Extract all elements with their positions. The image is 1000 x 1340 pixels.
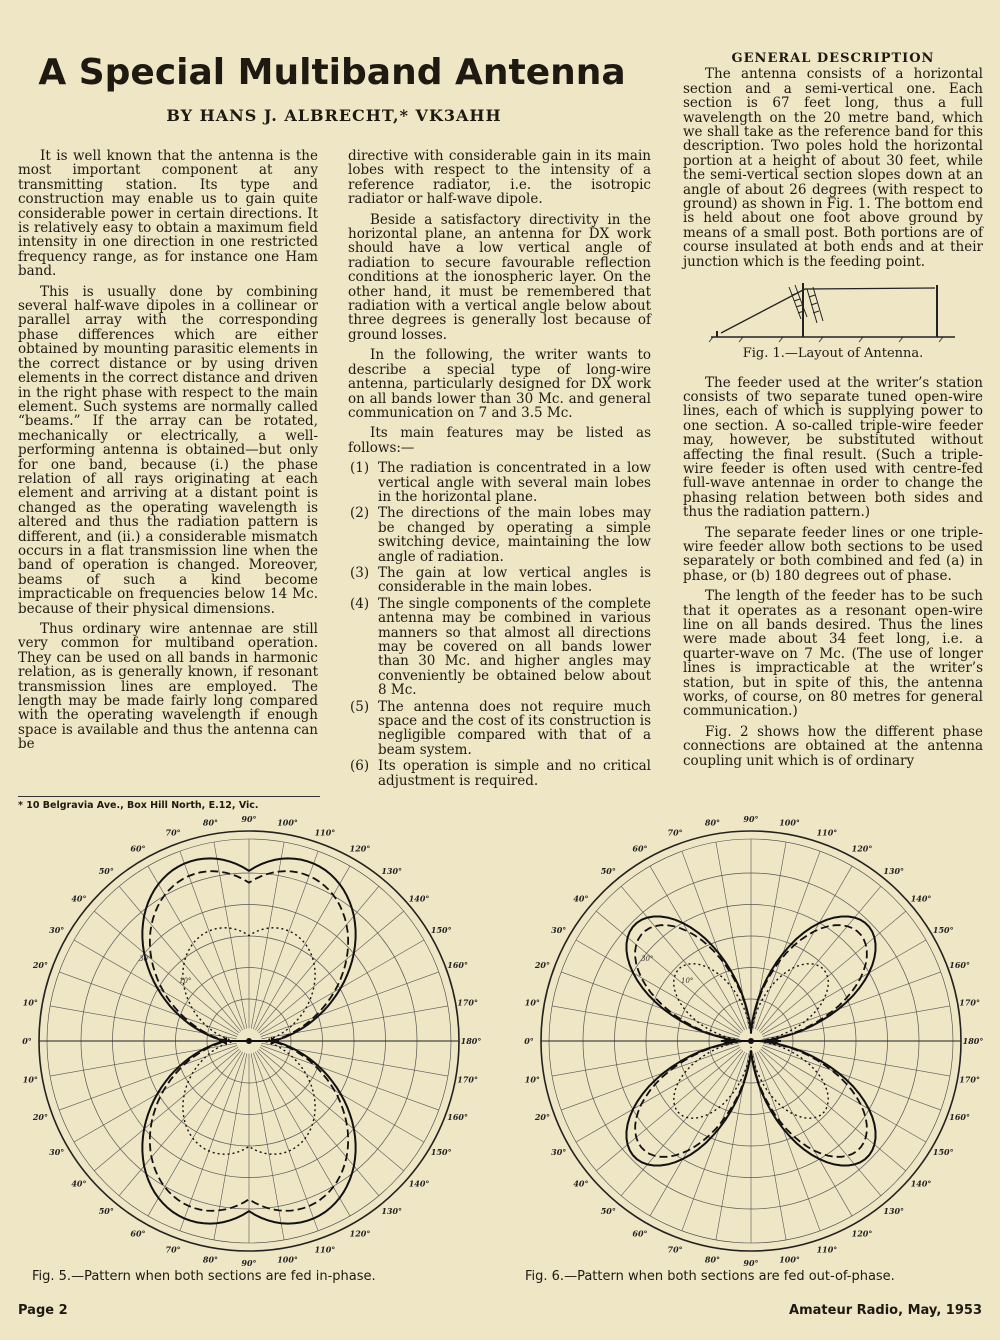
paragraph: directive with considerable gain in its main lobes with respect to the intensity of a reference radiator, i.e. the isotropic radiator or half-wave dipole. (348, 148, 651, 208)
angle-label: 60° (130, 843, 146, 854)
figure-5-caption: Fig. 5.—Pattern when both sections are fed in-phase. (32, 1269, 376, 1284)
angle-label: 10° (524, 1074, 540, 1085)
angle-label: 170° (457, 997, 478, 1008)
column-3 (683, 52, 983, 774)
angle-label: 170° (457, 1074, 478, 1085)
angle-label: 150° (932, 1147, 954, 1157)
angle-label: 50° (600, 865, 616, 876)
angle-label: 150° (430, 925, 452, 935)
elevation-label: 10° (179, 977, 192, 985)
angle-label: 180° (962, 1036, 984, 1046)
angle-label: 130° (381, 1206, 403, 1217)
feature-item: (4) The single components of the complete antenna may be combined in various manners so that almost all directions may be covered on all bands lower than 30 Mc. and higher angles may conveniently be obtained below about 8 Mc. (350, 595, 651, 699)
angle-label: 150° (932, 925, 954, 935)
feature-list (348, 461, 651, 788)
page-number: Page 2 (18, 1303, 68, 1318)
angle-label: 80° (202, 817, 219, 828)
figure-1-caption: Fig. 1.—Layout of Antenna. (742, 346, 924, 362)
angle-label: 90° (743, 1258, 759, 1268)
angle-label: 90° (241, 1258, 257, 1268)
author-footnote: * 10 Belgravia Ave., Box Hill North, E.12, Vic. (18, 796, 320, 811)
feature-item: (3) The gain at low vertical angles is considerable in the main lobes. (350, 564, 651, 596)
angle-label: 80° (704, 1254, 721, 1265)
paragraph: The length of the feeder has to be such that it operates as a resonant open-wire line on all bands desired. Thus the lines were made about 34 feet long, i.e. a quarter-wave on 7 Mc. (The use of longer lines is impracticable at the writer’s station, but in spite of this, the antenna works, of course, on 80 metres for general communication.) (683, 588, 983, 720)
elevation-label: 10° (681, 977, 694, 985)
angle-label: 90° (241, 814, 257, 824)
angle-label: 100° (779, 817, 800, 828)
feed-point (246, 1038, 252, 1044)
angle-label: 170° (959, 1074, 980, 1085)
angle-label: 40° (71, 1178, 87, 1189)
angle-label: 130° (381, 865, 403, 876)
angle-label: 140° (408, 1178, 430, 1189)
paragraph: The separate feeder lines or one triple-wire feeder allow both sections to be used separately or both combined and fed (a) in phase, or (b) 180 degrees out of phase. (683, 524, 983, 584)
feature-item: (5) The antenna does not require much space and the cost of its construction is negligible compared with that of a beam system. (350, 698, 651, 758)
figure-6-caption: Fig. 6.—Pattern when both sections are fed out-of-phase. (525, 1269, 895, 1284)
angle-label: 20° (32, 960, 48, 971)
elevation-label: 30° (641, 955, 654, 963)
figure-1 (683, 275, 983, 345)
paragraph: The feeder used at the writer’s station consists of two separate tuned open-wire lines, each of which is supplying power to one section. A so-called triple-wire feeder may, however, be substituted without affecting the final result. (Such a triple-wire feeder is often used with centre-fed full-wave antennae in order to change the phasing relation between both sides and thus the radiation pattern.) (683, 374, 983, 521)
angle-label: 120° (851, 1228, 873, 1239)
angle-label: 60° (632, 1228, 648, 1239)
angle-label: 150° (430, 1147, 452, 1157)
angle-label: 50° (600, 1206, 616, 1217)
feature-item: (2) The directions of the main lobes may be changed by operating a simple switching device, maintaining the low angle of radiation. (350, 505, 651, 565)
angle-label: 50° (98, 865, 114, 876)
paragraph: Fig. 2 shows how the different phase connections are obtained at the antenna coupling unit which is of ordinary (683, 723, 983, 769)
article-title: A Special Multiband Antenna (38, 52, 626, 93)
angle-label: 110° (314, 1244, 336, 1255)
angle-label: 10° (22, 997, 38, 1008)
angle-label: 100° (277, 817, 298, 828)
angle-label: 160° (447, 1111, 468, 1122)
angle-label: 80° (704, 817, 721, 828)
angle-label: 40° (573, 893, 589, 904)
angle-label: 10° (22, 1074, 38, 1085)
angle-label: 50° (98, 1206, 114, 1217)
angle-label: 140° (910, 893, 932, 904)
angle-label: 30° (551, 925, 567, 935)
angle-label: 30° (49, 925, 65, 935)
angle-label: 160° (447, 960, 468, 971)
polar-pattern-fig6 (520, 814, 984, 1268)
angle-label: 70° (165, 827, 181, 838)
angle-label: 80° (202, 1254, 219, 1265)
angle-label: 120° (349, 1228, 371, 1239)
angle-label: 0° (524, 1036, 534, 1046)
angle-label: 10° (524, 997, 540, 1008)
angle-label: 120° (851, 843, 873, 854)
angle-label: 40° (573, 1178, 589, 1189)
column-2 (348, 149, 651, 790)
angle-label: 70° (165, 1244, 181, 1255)
feature-item: (6) Its operation is simple and no critical adjustment is required. (350, 758, 651, 789)
angle-label: 110° (816, 1244, 838, 1255)
angle-label: 20° (32, 1111, 48, 1122)
paragraph: Thus ordinary wire antennae are still very common for multiband operation. They can be used on all bands in harmonic relation, as is generally known, if resonant transmission lines are employed. The length may be made fairly long compared with the operating wavelength if enough space is available and thus the antenna can be (18, 621, 318, 753)
angle-label: 30° (49, 1147, 65, 1157)
elevation-label: 30° (139, 955, 152, 963)
angle-label: 100° (277, 1254, 298, 1265)
angle-label: 0° (22, 1036, 32, 1046)
angle-label: 120° (349, 843, 371, 854)
section-heading: GENERAL DESCRIPTION (731, 51, 935, 66)
byline: BY HANS J. ALBRECHT,* VK3AHH (166, 106, 502, 125)
angle-label: 140° (910, 1178, 932, 1189)
paragraph: This is usually done by combining several half-wave dipoles in a collinear or parallel array with the corresponding phase differences which are either obtained by mounting parasitic elements in the correct distance or by using driven elements in the correct distance and driven in the right phase with respect to the main element. Such systems are normally called “beams.” If the array can be rotated, mechanically or electrically, a well-performing antenna is obtained—but only for one band, because (i.) the phase relation of all rays originating at each element and arriving at a distant point is changed as the operating wavelength is altered and thus the radiation pattern is different, and (ii.) a considerable mismatch occurs in a flat transmission line when the band of operation is changed. Moreover, beams of such a kind become impracticable on frequencies below 14 Mc. because of their physical dimensions. (18, 283, 318, 617)
angle-label: 20° (534, 1111, 550, 1122)
angle-label: 110° (314, 827, 336, 838)
angle-label: 170° (959, 997, 980, 1008)
angle-label: 60° (130, 1228, 146, 1239)
angle-label: 140° (408, 893, 430, 904)
angle-label: 30° (551, 1147, 567, 1157)
angle-label: 130° (883, 865, 905, 876)
angle-label: 90° (743, 814, 759, 824)
polar-pattern-fig5 (18, 814, 482, 1268)
paragraph: It is well known that the antenna is the most important component at any transmitting station. Its type and construction may enable us to gain quite considerable power in certain directions. It is relatively easy to obtain a maximum field intensity in one direction in one restricted frequency range, as for instance one Ham band. (18, 148, 318, 280)
angle-label: 60° (632, 843, 648, 854)
paragraph: Beside a satisfactory directivity in the horizontal plane, an antenna for DX work should have a low vertical angle of radiation to secure favourable reflection conditions at the ionospheric layer. On the other hand, it must be remembered that radiation with a vertical angle below about three degrees is generally lost because of ground losses. (348, 211, 651, 343)
paragraph: The antenna consists of a horizontal section and a semi-vertical one. Each section is 67 feet long, thus a full wavelength on the 20 metre band, which we shall take as the reference band for this description. Two poles hold the horizontal portion at a height of about 30 feet, while the semi-vertical section slopes down at an angle of about 26 degrees (with respect to ground) as shown in Fig. 1. The bottom end is held about one foot above ground by means of a small post. Both portions are of course insulated at both ends and at their junction which is the feeding point. (683, 66, 983, 270)
angle-label: 40° (71, 893, 87, 904)
column-1 (18, 149, 318, 758)
feed-point (748, 1038, 754, 1044)
angle-label: 20° (534, 960, 550, 971)
angle-label: 160° (949, 1111, 970, 1122)
angle-label: 160° (949, 960, 970, 971)
angle-label: 130° (883, 1206, 905, 1217)
feature-item: (1) The radiation is concentrated in a low vertical angle with several main lobes in the horizontal plane. (350, 460, 651, 505)
angle-label: 180° (460, 1036, 482, 1046)
angle-label: 100° (779, 1254, 800, 1265)
angle-label: 70° (667, 827, 683, 838)
paragraph: In the following, the writer wants to describe a special type of long-wire antenna, particularly designed for DX work on all bands lower than 30 Mc. and general communication on 7 and 3.5 Mc. (348, 347, 651, 421)
antenna-layout-diagram (703, 275, 963, 345)
angle-label: 110° (816, 827, 838, 838)
angle-label: 70° (667, 1244, 683, 1255)
paragraph: Its main features may be listed as follows:— (348, 425, 651, 456)
journal-info: Amateur Radio, May, 1953 (789, 1303, 982, 1318)
